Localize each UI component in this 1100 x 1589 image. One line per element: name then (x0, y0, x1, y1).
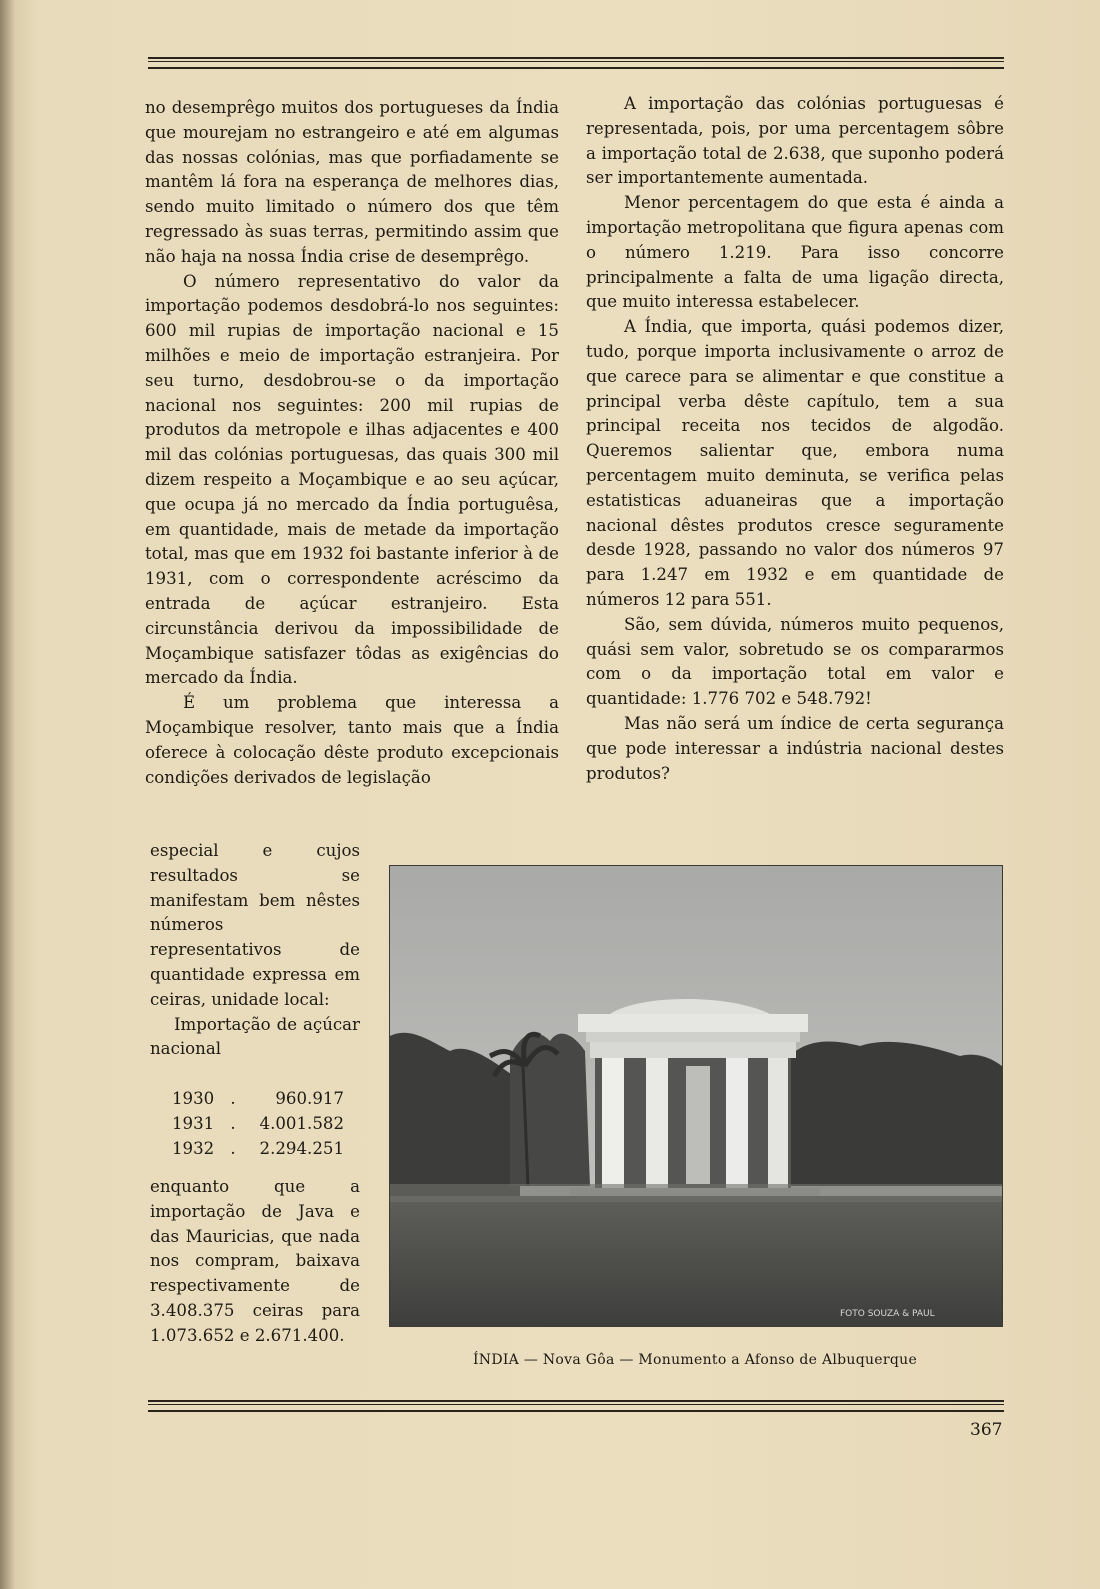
left-paragraph-2: O número representativo do valor da importação podemos desdobrá-lo nos seguintes: 600 mil rupias de importação nacional e 15 milhões e meio de importação estranjeira. Por seu turno, desdobrou-se o da importação nacional nos seguintes: 200 mil rupias de produtos da metropole e ilhas adjacentes e 400 mil das colónias portuguesas, das quais 300 mil dizem respeito a Moçambique e ao seu açúcar, que ocupa já no mercado da Índia portuguêsa, em quantidade, mais de metade da importação total, mas que em 1932 foi bastante inferior à de 1931, com o correspondente acréscimo da entrada de açúcar estranjeiro. Esta circunstância derivou da impossibilidade de Moçambique satisfazer tôdas as exigências do mercado da Índia. (145, 271, 559, 688)
narrow-column-tail (150, 1175, 360, 1349)
left-paragraph-1: no desemprêgo muitos dos portugueses da Índia que mourejam no estrangeiro e até em algumas das nossas colónias, mas que porfiadamente se mantêm lá fora na esperança de melhores dias, sendo muito limitado o número dos que têm regressado às suas terras, permitindo assim que não haja na nossa Índia crise de desemprêgo. (145, 98, 559, 266)
table-row (172, 1086, 362, 1111)
photo-credit: FOTO SOUZA & PAUL (840, 1309, 935, 1319)
bottom-double-rule (148, 1400, 1004, 1412)
table-row (172, 1111, 362, 1136)
right-paragraph-3: A Índia, que importa, quási podemos dizer, tudo, porque importa inclusivamente o arroz de que carece para se alimentar e que constitue a principal verba dêste capítulo, tem a sua principal receita nos tecidos de algodão. Queremos salientar que, embora numa percentagem muito deminuta, se verifica pelas estatisticas aduaneiras que a importação nacional dêstes produtos cresce seguramente desde 1928, passando no valor dos números 97 para 1.247 em 1932 e em quantidade de números 12 para 551. (586, 317, 1004, 609)
top-double-rule (148, 57, 1004, 69)
table-year: 1932 (172, 1139, 215, 1158)
narrow-paragraph-2: enquanto que a importação de Java e das Mauricias, que nada nos compram, baixava respectivamente de 3.408.375 ceiras para 1.073.652 e 2.671.400. (150, 1177, 360, 1345)
table-row (172, 1136, 362, 1161)
monument-photo (389, 865, 1003, 1327)
right-paragraph-4: São, sem dúvida, números muito pequenos, quási sem valor, sobretudo se os compararmos com o da importação total em valor e quantidade: 1.776 702 e 548.792! (586, 614, 1004, 709)
table-dot: . (230, 1139, 236, 1158)
photo-caption: ÍNDIA — Nova Gôa — Monumento a Afonso de Albuquerque (472, 1352, 918, 1368)
table-year: 1931 (172, 1114, 215, 1133)
monument-photo-drawing (390, 866, 1002, 1326)
page-number: 367 (970, 1420, 1003, 1440)
right-column (586, 92, 1004, 786)
table-dot: . (230, 1089, 236, 1108)
narrow-column (150, 839, 360, 1062)
right-paragraph-5: Mas não será um índice de certa segurança que pode interessar a indústria nacional destes produtos? (586, 713, 1004, 783)
table-value: 2.294.251 (259, 1139, 344, 1158)
narrow-paragraph-1: especial e cujos resultados se manifestam bem nêstes números representativos de quantidade expressa em ceiras, unidade local: (150, 841, 360, 1009)
table-value: 960.917 (275, 1089, 344, 1108)
right-paragraph-1: A importação das colónias portuguesas é representada, pois, por uma percentagem sôbre a importação total de 2.638, que suponho poderá ser importantemente aumentada. (586, 94, 1004, 188)
table-value: 4.001.582 (259, 1114, 344, 1133)
table-year: 1930 (172, 1089, 215, 1108)
sugar-table-title: Importação de açúcar nacional (150, 1014, 360, 1059)
left-column (145, 96, 559, 790)
right-paragraph-2: Menor percentagem do que esta é ainda a importação metropolitana que figura apenas com o número 1.219. Para isso concorre principalmente a falta de uma ligação directa, que muito interessa estabelecer. (586, 193, 1004, 312)
sugar-import-table (172, 1086, 362, 1161)
binding-edge (0, 0, 14, 1589)
left-paragraph-3: É um problema que interessa a Moçambique resolver, tanto mais que a Índia oferece à colocação dêste produto excepcionais condições derivados de legislação (145, 693, 559, 787)
table-dot: . (230, 1114, 236, 1133)
